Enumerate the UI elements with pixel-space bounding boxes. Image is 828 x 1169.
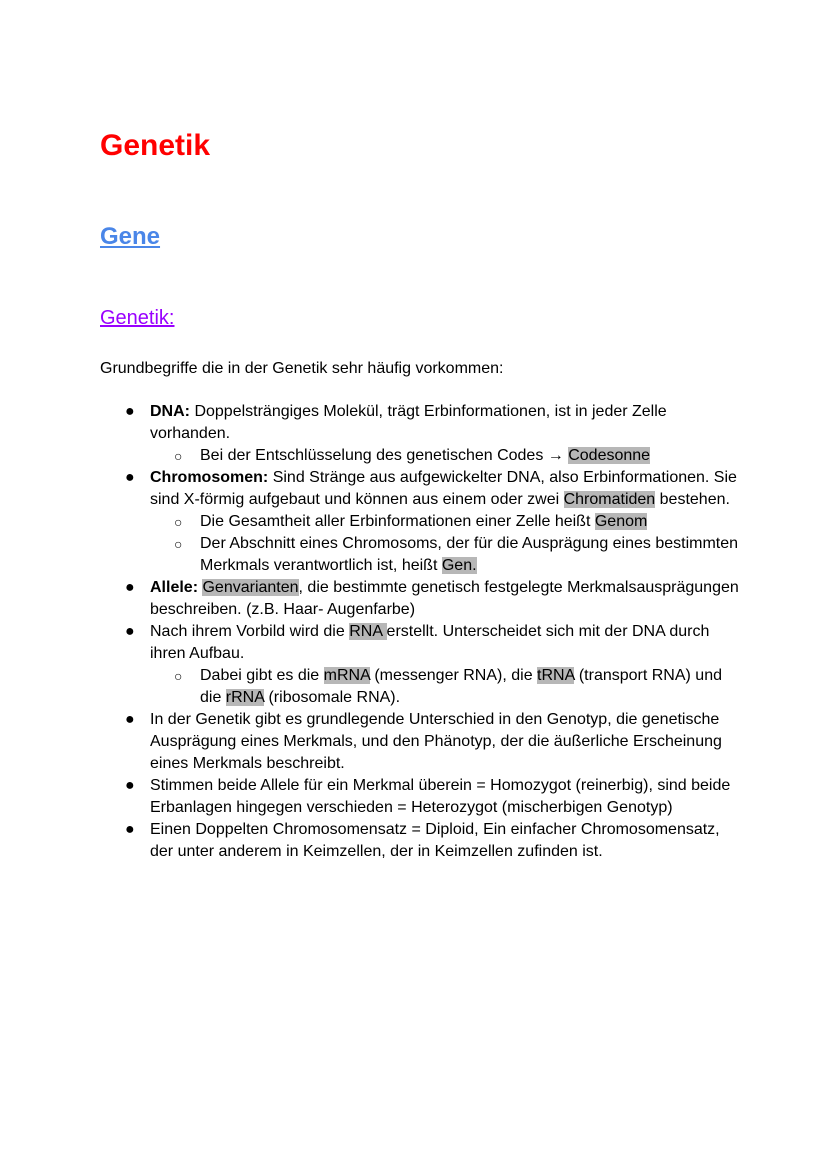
list-item-chromosomen: [100, 467, 740, 511]
item-text: , die bestimmte genetisch festgelegte Merkmalsausprägungen beschreiben. (z.B. Haar- Augenfarbe): [150, 579, 739, 618]
highlight: Genom: [594, 513, 648, 530]
bullet-icon: ●: [125, 579, 135, 596]
item-text: In der Genetik gibt es grundlegende Unterschied in den Genotyp, die genetische Ausprägung eines Merkmals, und den Phänotyp, der die äußerliche Erscheinung eines Merkmals beschreibt.: [150, 711, 722, 772]
heading-genetik: Genetik:: [100, 307, 175, 329]
term-label: Allele:: [150, 579, 199, 596]
item-text: Doppelsträngiges Molekül, trägt Erbinformationen, ist in jeder Zelle vorhanden.: [150, 403, 667, 442]
item-text: Sind Stränge aus aufgewickelter DNA, also Erbinformationen. Sie sind X-förmig aufgebaut und können aus einem oder zwei: [150, 469, 737, 508]
item-text: Der Abschnitt eines Chromosoms, der für die Ausprägung eines bestimmten Merkmals verantwortlich ist, heißt: [200, 535, 739, 574]
sub-bullet-icon: ○: [174, 514, 183, 530]
item-text: Einen Doppelten Chromosomensatz = Diploid, Ein einfacher Chromosomensatz, der unter anderem in Keimzellen, der in Keimzellen zufinden ist.: [150, 821, 720, 860]
highlight: tRNA: [537, 667, 575, 684]
list-subitem-gen: [100, 533, 740, 577]
highlight: Chromatiden: [563, 491, 656, 508]
sub-bullet-icon: ○: [174, 536, 183, 552]
term-label: DNA:: [150, 403, 190, 420]
list-item-dna: [100, 401, 740, 445]
highlight: Gen.: [441, 557, 477, 574]
list-item-rna: [100, 621, 740, 665]
bullet-icon: ●: [125, 777, 135, 794]
list-subitem-rna-types: [100, 665, 740, 709]
highlight: Genvarianten: [202, 579, 299, 596]
bullet-icon: ●: [125, 711, 135, 728]
document-title: Genetik: [100, 129, 211, 162]
list-item-allele: [100, 577, 740, 621]
terms-list: [100, 401, 740, 863]
bullet-icon: ●: [125, 821, 135, 838]
list-subitem-genom: [100, 511, 740, 533]
item-text: (messenger RNA), die: [369, 667, 538, 684]
intro-paragraph: Grundbegriffe die in der Genetik sehr häufig vorkommen:: [100, 360, 504, 377]
item-text: (ribosomale RNA).: [264, 689, 401, 706]
item-text: Bei der Entschlüsselung des genetischen Codes →: [200, 447, 569, 464]
list-item-homozygot: [100, 775, 740, 819]
heading-gene: Gene: [100, 223, 161, 250]
bullet-icon: ●: [125, 403, 135, 420]
highlight: RNA: [349, 623, 387, 640]
sub-bullet-icon: ○: [174, 668, 183, 684]
item-text: bestehen.: [655, 491, 730, 508]
list-item-diploid: [100, 819, 740, 863]
list-subitem-codesonne: [100, 445, 740, 467]
term-label: Chromosomen:: [150, 469, 269, 486]
highlight: rRNA: [225, 689, 265, 706]
item-text: Die Gesamtheit aller Erbinformationen einer Zelle heißt: [200, 513, 595, 530]
item-text: Nach ihrem Vorbild wird die: [150, 623, 350, 640]
item-text: Stimmen beide Allele für ein Merkmal überein = Homozygot (reinerbig), sind beide Erbanlagen hingegen verschieden = Heterozygot (mischerbigen Genotyp): [150, 777, 731, 816]
highlight: Codesonne: [568, 447, 651, 464]
list-item-genotyp: [100, 709, 740, 775]
bullet-icon: ●: [125, 623, 135, 640]
item-text: Dabei gibt es die: [200, 667, 324, 684]
bullet-icon: ●: [125, 469, 135, 486]
item-text: (transport RNA) und die: [200, 667, 722, 706]
sub-bullet-icon: ○: [174, 448, 183, 464]
highlight: mRNA: [323, 667, 370, 684]
item-text: erstellt. Unterscheidet sich mit der DNA durch ihren Aufbau.: [150, 623, 710, 662]
